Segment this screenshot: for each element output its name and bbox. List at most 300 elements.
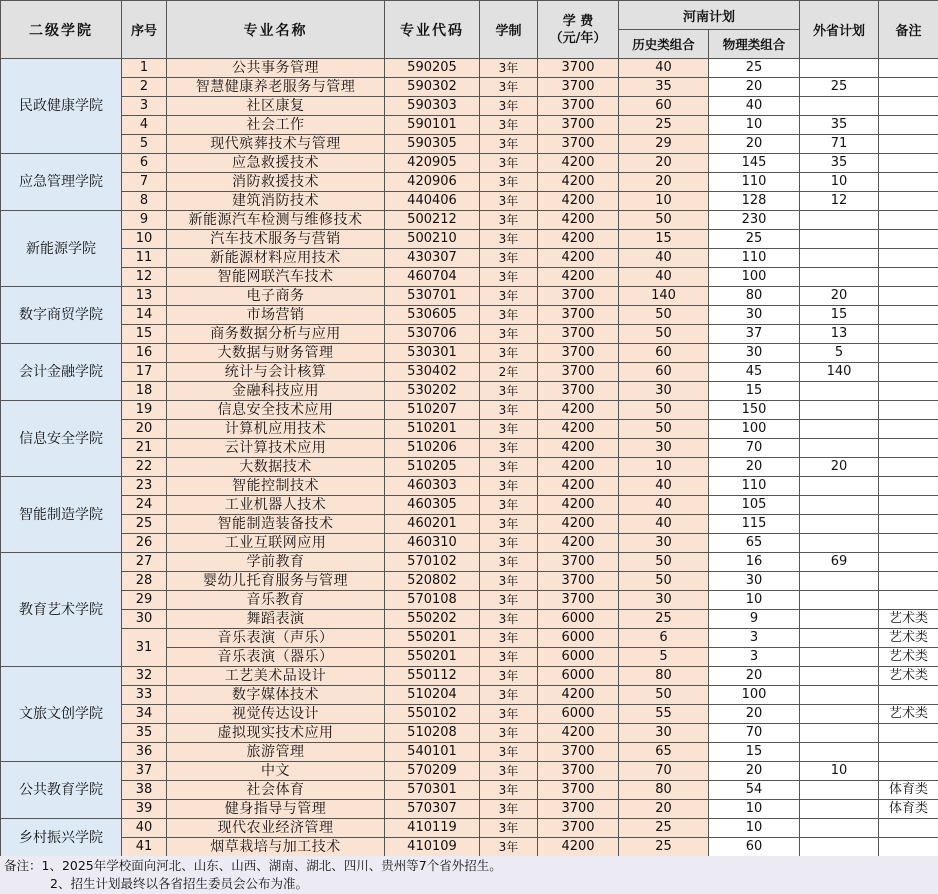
tuition-fee: 4200	[538, 173, 619, 192]
major-code: 520802	[385, 572, 480, 591]
out-province-plan	[800, 686, 879, 705]
note	[879, 97, 938, 116]
physics-combo-plan: 20	[709, 135, 800, 154]
table-row	[1, 59, 938, 78]
major-code: 530706	[385, 325, 480, 344]
major-name: 智能制造装备技术	[167, 515, 385, 534]
physics-combo-plan: 80	[709, 287, 800, 306]
college-name: 新能源学院	[1, 211, 122, 287]
history-combo-plan: 20	[619, 173, 709, 192]
major-name: 社会工作	[167, 116, 385, 135]
tuition-fee: 3700	[538, 78, 619, 97]
duration: 2年	[480, 363, 538, 382]
row-seq: 30	[122, 610, 167, 629]
history-combo-plan: 30	[619, 439, 709, 458]
duration: 3年	[480, 667, 538, 686]
note	[879, 249, 938, 268]
note	[879, 78, 938, 97]
physics-combo-plan: 20	[709, 78, 800, 97]
table-row	[1, 724, 938, 743]
physics-combo-plan: 70	[709, 724, 800, 743]
major-code: 530605	[385, 306, 480, 325]
tuition-fee: 4200	[538, 838, 619, 857]
out-province-plan	[800, 211, 879, 230]
physics-combo-plan: 10	[709, 591, 800, 610]
physics-combo-plan: 105	[709, 496, 800, 515]
table-body	[1, 59, 938, 857]
table-row	[1, 363, 938, 382]
header-fee	[538, 1, 619, 59]
row-seq: 20	[122, 420, 167, 439]
row-seq: 25	[122, 515, 167, 534]
major-name: 学前教育	[167, 553, 385, 572]
out-province-plan	[800, 515, 879, 534]
major-name: 大数据技术	[167, 458, 385, 477]
history-combo-plan: 40	[619, 496, 709, 515]
row-seq: 32	[122, 667, 167, 686]
out-province-plan	[800, 268, 879, 287]
major-code: 550112	[385, 667, 480, 686]
major-code: 570307	[385, 800, 480, 819]
major-code: 570108	[385, 591, 480, 610]
physics-combo-plan: 100	[709, 268, 800, 287]
duration: 3年	[480, 78, 538, 97]
table-row	[1, 553, 938, 572]
table-row	[1, 97, 938, 116]
college-name: 智能制造学院	[1, 477, 122, 553]
note	[879, 59, 938, 78]
college-name: 数字商贸学院	[1, 287, 122, 344]
college-name: 应急管理学院	[1, 154, 122, 211]
duration: 3年	[480, 230, 538, 249]
duration: 3年	[480, 344, 538, 363]
major-name: 电子商务	[167, 287, 385, 306]
duration: 3年	[480, 743, 538, 762]
major-code: 550202	[385, 610, 480, 629]
history-combo-plan: 50	[619, 306, 709, 325]
history-combo-plan: 25	[619, 819, 709, 838]
table-row	[1, 667, 938, 686]
history-combo-plan: 20	[619, 154, 709, 173]
duration: 3年	[480, 838, 538, 857]
history-combo-plan: 30	[619, 724, 709, 743]
row-seq: 13	[122, 287, 167, 306]
major-name: 公共事务管理	[167, 59, 385, 78]
row-seq: 12	[122, 268, 167, 287]
header-henan-plan: 河南计划	[619, 1, 800, 30]
major-code: 510206	[385, 439, 480, 458]
college-name: 教育艺术学院	[1, 553, 122, 667]
out-province-plan: 140	[800, 363, 879, 382]
major-name: 烟草栽培与加工技术	[167, 838, 385, 857]
out-province-plan	[800, 724, 879, 743]
history-combo-plan: 80	[619, 781, 709, 800]
physics-combo-plan: 20	[709, 705, 800, 724]
history-combo-plan: 10	[619, 458, 709, 477]
history-combo-plan: 60	[619, 344, 709, 363]
tuition-fee: 3700	[538, 287, 619, 306]
table-row	[1, 762, 938, 781]
tuition-fee: 3700	[538, 97, 619, 116]
tuition-fee: 6000	[538, 629, 619, 648]
physics-combo-plan: 20	[709, 762, 800, 781]
note: 艺术类	[879, 629, 938, 648]
duration: 3年	[480, 515, 538, 534]
note	[879, 439, 938, 458]
out-province-plan	[800, 667, 879, 686]
tuition-fee: 4200	[538, 439, 619, 458]
college-name: 信息安全学院	[1, 401, 122, 477]
duration: 3年	[480, 420, 538, 439]
physics-combo-plan: 110	[709, 477, 800, 496]
history-combo-plan: 55	[619, 705, 709, 724]
row-seq: 39	[122, 800, 167, 819]
table-row	[1, 116, 938, 135]
history-combo-plan: 20	[619, 800, 709, 819]
row-seq: 18	[122, 382, 167, 401]
major-code: 510205	[385, 458, 480, 477]
tuition-fee: 3700	[538, 59, 619, 78]
out-province-plan: 71	[800, 135, 879, 154]
tuition-fee: 4200	[538, 192, 619, 211]
major-code: 440406	[385, 192, 480, 211]
tuition-fee: 4200	[538, 211, 619, 230]
tuition-fee: 3700	[538, 800, 619, 819]
header-college: 二级学院	[1, 1, 122, 59]
college-name: 民政健康学院	[1, 59, 122, 154]
major-name: 现代殡葬技术与管理	[167, 135, 385, 154]
note: 艺术类	[879, 610, 938, 629]
major-name: 健身指导与管理	[167, 800, 385, 819]
tuition-fee: 3700	[538, 743, 619, 762]
table-row	[1, 743, 938, 762]
major-name: 智慧健康养老服务与管理	[167, 78, 385, 97]
row-seq: 37	[122, 762, 167, 781]
table-row	[1, 819, 938, 838]
note	[879, 268, 938, 287]
major-name: 统计与会计核算	[167, 363, 385, 382]
tuition-fee: 3700	[538, 762, 619, 781]
tuition-fee: 3700	[538, 344, 619, 363]
duration: 3年	[480, 116, 538, 135]
college-name: 公共教育学院	[1, 762, 122, 819]
tuition-fee: 4200	[538, 515, 619, 534]
row-seq: 11	[122, 249, 167, 268]
duration: 3年	[480, 686, 538, 705]
history-combo-plan: 60	[619, 97, 709, 116]
header-code: 专业代码	[385, 1, 480, 59]
major-name: 金融科技应用	[167, 382, 385, 401]
row-seq: 9	[122, 211, 167, 230]
major-code: 510204	[385, 686, 480, 705]
header-duration: 学制	[480, 1, 538, 59]
physics-combo-plan: 16	[709, 553, 800, 572]
duration: 3年	[480, 591, 538, 610]
footnote-line-2: 2、招生计划最终以各省招生委员会公布为准。	[50, 876, 308, 891]
table-row	[1, 211, 938, 230]
tuition-fee: 4200	[538, 230, 619, 249]
row-seq: 36	[122, 743, 167, 762]
duration: 3年	[480, 154, 538, 173]
physics-combo-plan: 37	[709, 325, 800, 344]
out-province-plan	[800, 97, 879, 116]
footnote-area	[0, 856, 938, 894]
major-code: 550102	[385, 705, 480, 724]
physics-combo-plan: 20	[709, 667, 800, 686]
history-combo-plan: 50	[619, 325, 709, 344]
table-row	[1, 838, 938, 857]
duration: 3年	[480, 629, 538, 648]
physics-combo-plan: 128	[709, 192, 800, 211]
history-combo-plan: 30	[619, 534, 709, 553]
college-name: 乡村振兴学院	[1, 819, 122, 857]
out-province-plan	[800, 249, 879, 268]
major-name: 应急救援技术	[167, 154, 385, 173]
table-row	[1, 591, 938, 610]
row-seq: 26	[122, 534, 167, 553]
note	[879, 154, 938, 173]
major-name: 新能源汽车检测与维修技术	[167, 211, 385, 230]
note	[879, 363, 938, 382]
note	[879, 325, 938, 344]
note	[879, 743, 938, 762]
note	[879, 192, 938, 211]
major-code: 430307	[385, 249, 480, 268]
duration: 3年	[480, 534, 538, 553]
major-code: 590302	[385, 78, 480, 97]
physics-combo-plan: 15	[709, 382, 800, 401]
tuition-fee: 6000	[538, 667, 619, 686]
major-name: 工业互联网应用	[167, 534, 385, 553]
physics-combo-plan: 15	[709, 743, 800, 762]
header-note: 备注	[879, 1, 938, 59]
duration: 3年	[480, 59, 538, 78]
tuition-fee: 3700	[538, 572, 619, 591]
note	[879, 686, 938, 705]
major-name: 社区康复	[167, 97, 385, 116]
major-code: 530202	[385, 382, 480, 401]
major-code: 510207	[385, 401, 480, 420]
history-combo-plan: 15	[619, 230, 709, 249]
tuition-fee: 4200	[538, 534, 619, 553]
row-seq: 29	[122, 591, 167, 610]
row-seq: 3	[122, 97, 167, 116]
row-seq: 38	[122, 781, 167, 800]
physics-combo-plan: 100	[709, 686, 800, 705]
major-code: 410109	[385, 838, 480, 857]
physics-combo-plan: 10	[709, 819, 800, 838]
tuition-fee: 4200	[538, 268, 619, 287]
duration: 3年	[480, 173, 538, 192]
table-row	[1, 306, 938, 325]
tuition-fee: 6000	[538, 705, 619, 724]
tuition-fee: 4200	[538, 724, 619, 743]
major-code: 570209	[385, 762, 480, 781]
row-seq: 15	[122, 325, 167, 344]
row-seq: 35	[122, 724, 167, 743]
history-combo-plan: 6	[619, 629, 709, 648]
physics-combo-plan: 30	[709, 344, 800, 363]
out-province-plan	[800, 629, 879, 648]
duration: 3年	[480, 382, 538, 401]
duration: 3年	[480, 306, 538, 325]
out-province-plan	[800, 230, 879, 249]
history-combo-plan: 5	[619, 648, 709, 667]
history-combo-plan: 40	[619, 515, 709, 534]
out-province-plan	[800, 648, 879, 667]
tuition-fee: 3700	[538, 135, 619, 154]
table-row	[1, 401, 938, 420]
major-code: 500212	[385, 211, 480, 230]
major-name: 婴幼儿托育服务与管理	[167, 572, 385, 591]
note	[879, 762, 938, 781]
out-province-plan	[800, 534, 879, 553]
history-combo-plan: 25	[619, 610, 709, 629]
table-row	[1, 420, 938, 439]
table-row	[1, 78, 938, 97]
note	[879, 838, 938, 857]
major-name: 音乐表演（声乐）	[167, 629, 385, 648]
duration: 3年	[480, 249, 538, 268]
history-combo-plan: 50	[619, 686, 709, 705]
major-code: 420906	[385, 173, 480, 192]
out-province-plan	[800, 610, 879, 629]
major-name: 工艺美术品设计	[167, 667, 385, 686]
table-row	[1, 572, 938, 591]
history-combo-plan: 40	[619, 477, 709, 496]
note	[879, 572, 938, 591]
major-code: 460201	[385, 515, 480, 534]
major-code: 570102	[385, 553, 480, 572]
table-row	[1, 249, 938, 268]
history-combo-plan: 50	[619, 420, 709, 439]
out-province-plan	[800, 819, 879, 838]
history-combo-plan: 40	[619, 249, 709, 268]
out-province-plan: 25	[800, 78, 879, 97]
physics-combo-plan: 30	[709, 572, 800, 591]
note	[879, 515, 938, 534]
row-seq: 33	[122, 686, 167, 705]
major-name: 新能源材料应用技术	[167, 249, 385, 268]
major-name: 音乐表演（器乐）	[167, 648, 385, 667]
major-code: 420905	[385, 154, 480, 173]
row-seq: 27	[122, 553, 167, 572]
tuition-fee: 4200	[538, 496, 619, 515]
history-combo-plan: 50	[619, 553, 709, 572]
physics-combo-plan: 3	[709, 648, 800, 667]
major-name: 云计算技术应用	[167, 439, 385, 458]
history-combo-plan: 25	[619, 838, 709, 857]
major-name: 智能网联汽车技术	[167, 268, 385, 287]
duration: 3年	[480, 648, 538, 667]
physics-combo-plan: 70	[709, 439, 800, 458]
row-seq: 16	[122, 344, 167, 363]
row-seq: 24	[122, 496, 167, 515]
header-major: 专业名称	[167, 1, 385, 59]
row-seq: 23	[122, 477, 167, 496]
physics-combo-plan: 150	[709, 401, 800, 420]
row-seq: 19	[122, 401, 167, 420]
college-name: 文旅文创学院	[1, 667, 122, 762]
major-code: 530701	[385, 287, 480, 306]
tuition-fee: 4200	[538, 686, 619, 705]
note	[879, 420, 938, 439]
major-code: 510201	[385, 420, 480, 439]
tuition-fee: 3700	[538, 382, 619, 401]
duration: 3年	[480, 572, 538, 591]
tuition-fee: 3700	[538, 781, 619, 800]
note: 体育类	[879, 781, 938, 800]
physics-combo-plan: 10	[709, 800, 800, 819]
table-row	[1, 629, 938, 648]
table-row	[1, 534, 938, 553]
out-province-plan	[800, 382, 879, 401]
physics-combo-plan: 40	[709, 97, 800, 116]
major-name: 虚拟现实技术应用	[167, 724, 385, 743]
note	[879, 724, 938, 743]
major-name: 中文	[167, 762, 385, 781]
physics-combo-plan: 25	[709, 59, 800, 78]
note	[879, 477, 938, 496]
tuition-fee: 3700	[538, 116, 619, 135]
physics-combo-plan: 3	[709, 629, 800, 648]
row-seq: 21	[122, 439, 167, 458]
duration: 3年	[480, 401, 538, 420]
physics-combo-plan: 115	[709, 515, 800, 534]
out-province-plan: 20	[800, 458, 879, 477]
major-name: 市场营销	[167, 306, 385, 325]
note: 艺术类	[879, 667, 938, 686]
history-combo-plan: 40	[619, 268, 709, 287]
row-seq: 7	[122, 173, 167, 192]
out-province-plan	[800, 496, 879, 515]
history-combo-plan: 40	[619, 59, 709, 78]
physics-combo-plan: 25	[709, 230, 800, 249]
duration: 3年	[480, 819, 538, 838]
table-row	[1, 268, 938, 287]
history-combo-plan: 65	[619, 743, 709, 762]
physics-combo-plan: 110	[709, 249, 800, 268]
history-combo-plan: 35	[619, 78, 709, 97]
out-province-plan: 69	[800, 553, 879, 572]
table-row	[1, 458, 938, 477]
major-name: 数字媒体技术	[167, 686, 385, 705]
physics-combo-plan: 110	[709, 173, 800, 192]
history-combo-plan: 80	[619, 667, 709, 686]
duration: 3年	[480, 211, 538, 230]
history-combo-plan: 10	[619, 192, 709, 211]
duration: 3年	[480, 762, 538, 781]
duration: 3年	[480, 97, 538, 116]
table-row	[1, 686, 938, 705]
duration: 3年	[480, 800, 538, 819]
physics-combo-plan: 30	[709, 306, 800, 325]
table-row	[1, 610, 938, 629]
row-seq: 17	[122, 363, 167, 382]
major-code: 550201	[385, 648, 480, 667]
out-province-plan: 20	[800, 287, 879, 306]
physics-combo-plan: 100	[709, 420, 800, 439]
header-outprov-plan: 外省计划	[800, 1, 879, 59]
row-seq: 6	[122, 154, 167, 173]
table-row	[1, 496, 938, 515]
table-row	[1, 230, 938, 249]
duration: 3年	[480, 439, 538, 458]
row-seq: 22	[122, 458, 167, 477]
table-row	[1, 344, 938, 363]
physics-combo-plan: 54	[709, 781, 800, 800]
header-seq: 序号	[122, 1, 167, 59]
